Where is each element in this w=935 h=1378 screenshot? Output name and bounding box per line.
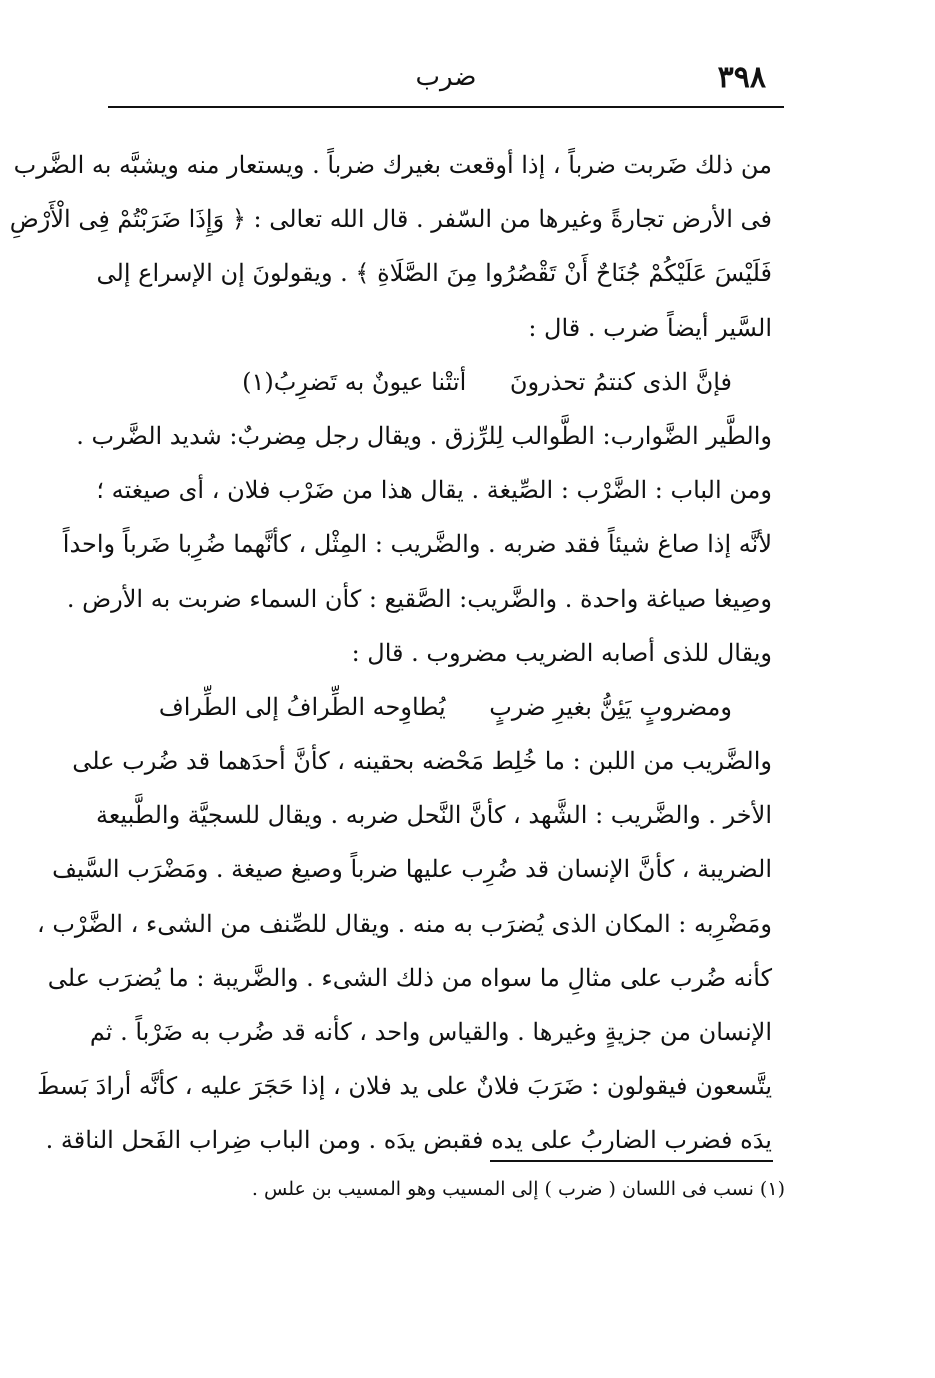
verse-line (112, 355, 772, 409)
text-line: فى الأرض تجارةً وغيرها من السّفر . قال الله تعالى : ﴿ وَإِذَا ضَرَبْتُمْ فِى الْأَرْضِ (9, 205, 772, 234)
page-header (108, 58, 784, 104)
text-line: لأنَّه إذا صاغ شيئاً فقد ضربه . والضَّريب : المِثْل ، كأنَّهما ضُرِبا ضَرباً واحداً (62, 530, 772, 559)
verse-hemistich: فإنَّ الذى كنتمُ تحذرونَ (509, 367, 732, 396)
page-number: ٣٩٨ (717, 60, 766, 95)
text-line: فَلَيْسَ عَلَيْكُمْ جُنَاحٌ أَنْ تَقْصُرُوا مِنَ الصَّلَاةِ ﴾ . ويقولونَ إن الإسراع إلى (96, 259, 772, 288)
text-line: ومن الباب : الضَّرْب : الصِّيغة . يقال هذا من ضَرْب فلان ، أى صيغته ؛ (96, 476, 772, 505)
running-head: ضرب (415, 62, 477, 92)
text-line: والطَّير الضَّوارب: الطَّوالب لِلرِّزق . ويقال رجل مِضربٌ: شديد الضَّرب . (76, 421, 772, 450)
text-line: من ذلك ضَربت ضرباً ، إذا أوقعت بغيرك ضرباً . ويستعار منه ويشبَّه به الضَّرب (13, 151, 772, 179)
text-line: ومَضْرِبه : المكان الذى يُضرَب به منه . ويقال للصِّنف من الشىء ، الضَّرْب ، (36, 909, 772, 938)
text-line: ويقال للذى أصابه الضريب مضروب . قال : (351, 638, 772, 667)
text-line: يدَه فضرب الضاربُ على يده فقبض يدَه . ومن الباب ضِراب الفَحل الناقة . (45, 1126, 772, 1155)
verse-hemistich: ومضروبٍ يَئِنُّ بغيرِ ضربٍ (489, 692, 732, 721)
text-line: الضريبة ، كأنَّ الإنسان قد ضُرِب عليها ضرباً وصيغ صيغة . ومَضْرَب السَّيف (52, 855, 772, 884)
text-line: كأنه ضُرب على مثالِ ما سواه من ذلك الشىء . والضَّريبة : ما يُضرَب على (47, 963, 772, 992)
main-text (9, 138, 772, 1168)
verse-hemistich: يُطاوِحه الطِّرافُ إلى الطِّراف (158, 692, 446, 721)
text-line: السَّير أيضاً ضرب . قال : (528, 313, 772, 342)
verse-line (112, 680, 772, 734)
text-line: وصِيغا صياغة واحدة . والضَّريب: الصَّقيع : كأن السماء ضربت به الأرض . (66, 584, 772, 613)
verse-hemistich: أتتْنا عيونٌ به تَضرِبُ(١) (242, 367, 467, 396)
footnote: (١) نسب فى اللسان ( ضرب ) إلى المسيب وهو المسيب بن علس . (251, 1178, 785, 1200)
text-line: يتَّسعون فيقولون : ضَرَبَ فلانٌ على يد فلان ، إذا حَجَرَ عليه ، كأنَّه أرادَ بَسطَ (37, 1072, 772, 1101)
text-line: والضَّريب من اللبن : ما خُلِط مَحْضه بحقينه ، كأنَّ أحدَهما قد ضُرب على (72, 747, 772, 776)
header-rule (108, 106, 784, 108)
text-line: الأخر . والضَّريب : الشَّهد ، كأنَّ النَّحل ضربه . ويقال للسجيَّة والطَّبيعة (95, 801, 772, 830)
text-line: الإنسان من جزيةٍ وغيرها . والقياس واحد ، كأنه قد ضُرب به ضَرْباً . ثم (89, 1018, 772, 1046)
footnote-rule (490, 1160, 773, 1162)
